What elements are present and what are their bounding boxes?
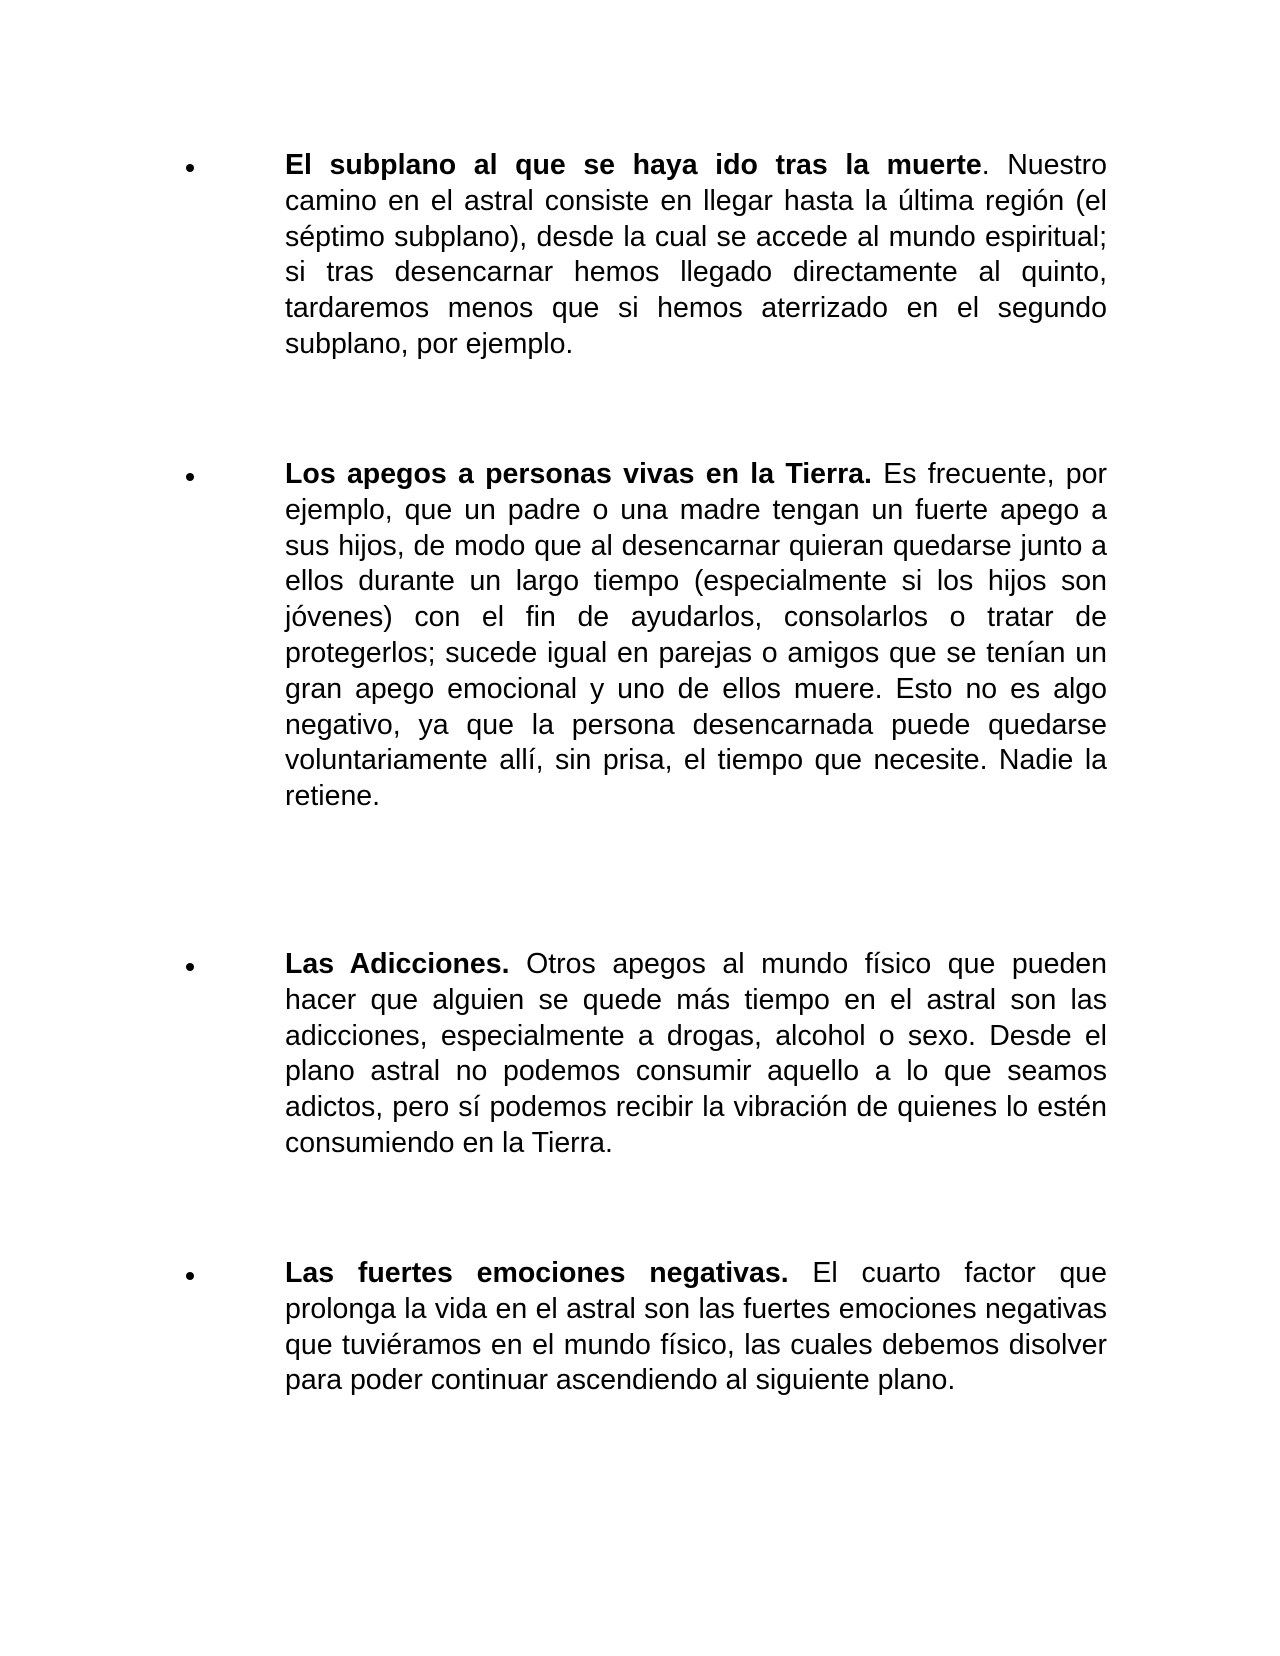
list-item-paragraph <box>285 947 1107 1162</box>
bullet-icon <box>186 164 194 172</box>
list-item-paragraph <box>285 457 1107 815</box>
list-item-text: El cuarto factor que prolonga la vida en el astral son las fuertes emociones negativas que tuviéramos en el mundo físico, las cuales debemos disolver para poder continuar ascendiendo al siguiente plano. <box>285 1257 1107 1397</box>
list-item-heading: Los apegos a personas vivas en la Tierra. <box>285 458 872 490</box>
list-item-heading: Las Adicciones. <box>285 948 510 980</box>
list-item-paragraph <box>285 1256 1107 1399</box>
list-item-text: . Nuestro camino en el astral consiste en llegar hasta la última región (el séptimo subplano), desde la cual se accede al mundo espiritual; si tras desencarnar hemos llegado directamente al quinto, tardaremos menos que si hemos aterrizado en el segundo subplano, por ejemplo. <box>285 149 1107 360</box>
list-item-text: Otros apegos al mundo físico que pueden hacer que alguien se quede más tiempo en el astral son las adicciones, especialmente a drogas, alcohol o sexo. Desde el plano astral no podemos consumir aquello a lo que seamos adictos, pero sí podemos recibir la vibración de quienes lo estén consumiendo en la Tierra. <box>285 948 1107 1159</box>
list-item-heading: El subplano al que se haya ido tras la muerte <box>285 149 982 181</box>
list-item-text: Es frecuente, por ejemplo, que un padre o una madre tengan un fuerte apego a sus hijos, de modo que al desencarnar quieran quedarse junto a ellos durante un largo tiempo (especialmente si los hijos son jóvenes) con el fin de ayudarlos, consolarlos o tratar de protegerlos; sucede igual en parejas o amigos que se tenían un gran apego emocional y uno de ellos muere. Esto no es algo negativo, ya que la persona desencarnada puede quedarse voluntariamente allí, sin prisa, el tiempo que necesite. Nadie la retiene. <box>285 458 1107 813</box>
list-item-heading: Las fuertes emociones negativas. <box>285 1257 789 1289</box>
bullet-icon <box>186 473 194 481</box>
list-item-paragraph <box>285 148 1107 363</box>
bullet-icon <box>186 1272 194 1280</box>
bullet-icon <box>186 963 194 971</box>
